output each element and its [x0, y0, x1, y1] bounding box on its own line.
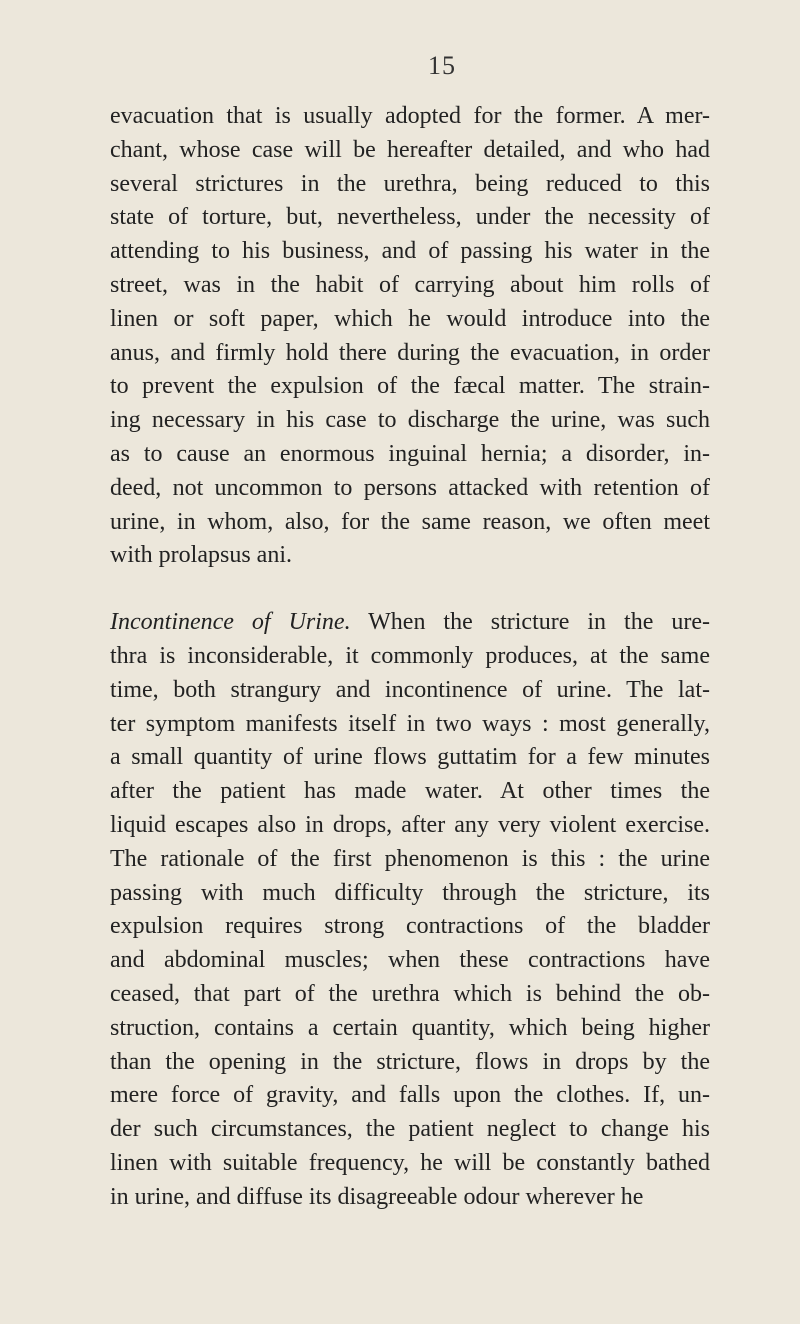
text-line: to prevent the expulsion of the fæcal matter. The strain-: [110, 373, 710, 400]
heading-line-rest: When the stricture in the ure-: [368, 609, 710, 636]
text-line: linen or soft paper, which he would introduce into the: [110, 305, 710, 332]
text-line: after the patient has made water. At other times the: [110, 778, 710, 805]
text-line: thra is inconsiderable, it commonly produces, at the same: [110, 642, 710, 669]
text-line: liquid escapes also in drops, after any very violent exercise.: [110, 811, 710, 838]
text-line: anus, and firmly hold there during the evacuation, in order: [110, 339, 710, 366]
paragraph-2: [110, 606, 710, 1214]
text-line: ing necessary in his case to discharge the urine, was such: [110, 407, 710, 434]
text-line: with prolapsus ani.: [110, 542, 292, 569]
text-line: passing with much difficulty through the stricture, its: [110, 879, 710, 906]
text-line: street, was in the habit of carrying about him rolls of: [110, 271, 710, 298]
text-line: state of torture, but, nevertheless, under the necessity of: [110, 204, 710, 231]
text-line: in urine, and diffuse its disagreeable odour wherever he: [110, 1183, 644, 1210]
body-text: [110, 100, 710, 1215]
text-line: ceased, that part of the urethra which is behind the ob-: [110, 980, 710, 1007]
text-line: chant, whose case will be hereafter detailed, and who had: [110, 136, 710, 163]
text-line: expulsion requires strong contractions of the bladder: [110, 913, 710, 940]
text-line: der such circumstances, the patient neglect to change his: [110, 1116, 710, 1143]
text-line: several strictures in the urethra, being reduced to this: [110, 170, 710, 197]
paragraph-1: [110, 100, 710, 573]
text-line: The rationale of the first phenomenon is this : the urine: [110, 845, 710, 872]
text-line: and abdominal muscles; when these contractions have: [110, 947, 710, 974]
paragraph-spacer: [110, 573, 710, 606]
page-number: 15: [428, 51, 456, 80]
text-line: linen with suitable frequency, he will be constantly bathed: [110, 1149, 710, 1176]
text-line: time, both strangury and incontinence of urine. The lat-: [110, 676, 710, 703]
text-line: urine, in whom, also, for the same reason, we often meet: [110, 508, 710, 535]
text-line: than the opening in the stricture, flows in drops by the: [110, 1048, 710, 1075]
text-line: evacuation that is usually adopted for the former. A mer-: [110, 103, 710, 129]
text-line: struction, contains a certain quantity, which being higher: [110, 1014, 710, 1041]
text-line: attending to his business, and of passing his water in the: [110, 238, 710, 265]
text-line: deed, not uncommon to persons attacked with retention of: [110, 474, 710, 501]
text-line: mere force of gravity, and falls upon the clothes. If, un-: [110, 1082, 710, 1109]
text-line: as to cause an enormous inguinal hernia; a disorder, in-: [110, 440, 710, 467]
text-line: [110, 606, 710, 640]
section-heading: Incontinence of Urine.: [110, 609, 351, 636]
text-line: ter symptom manifests itself in two ways : most generally,: [110, 710, 710, 737]
text-line: a small quantity of urine flows guttatim for a few minutes: [110, 744, 710, 771]
